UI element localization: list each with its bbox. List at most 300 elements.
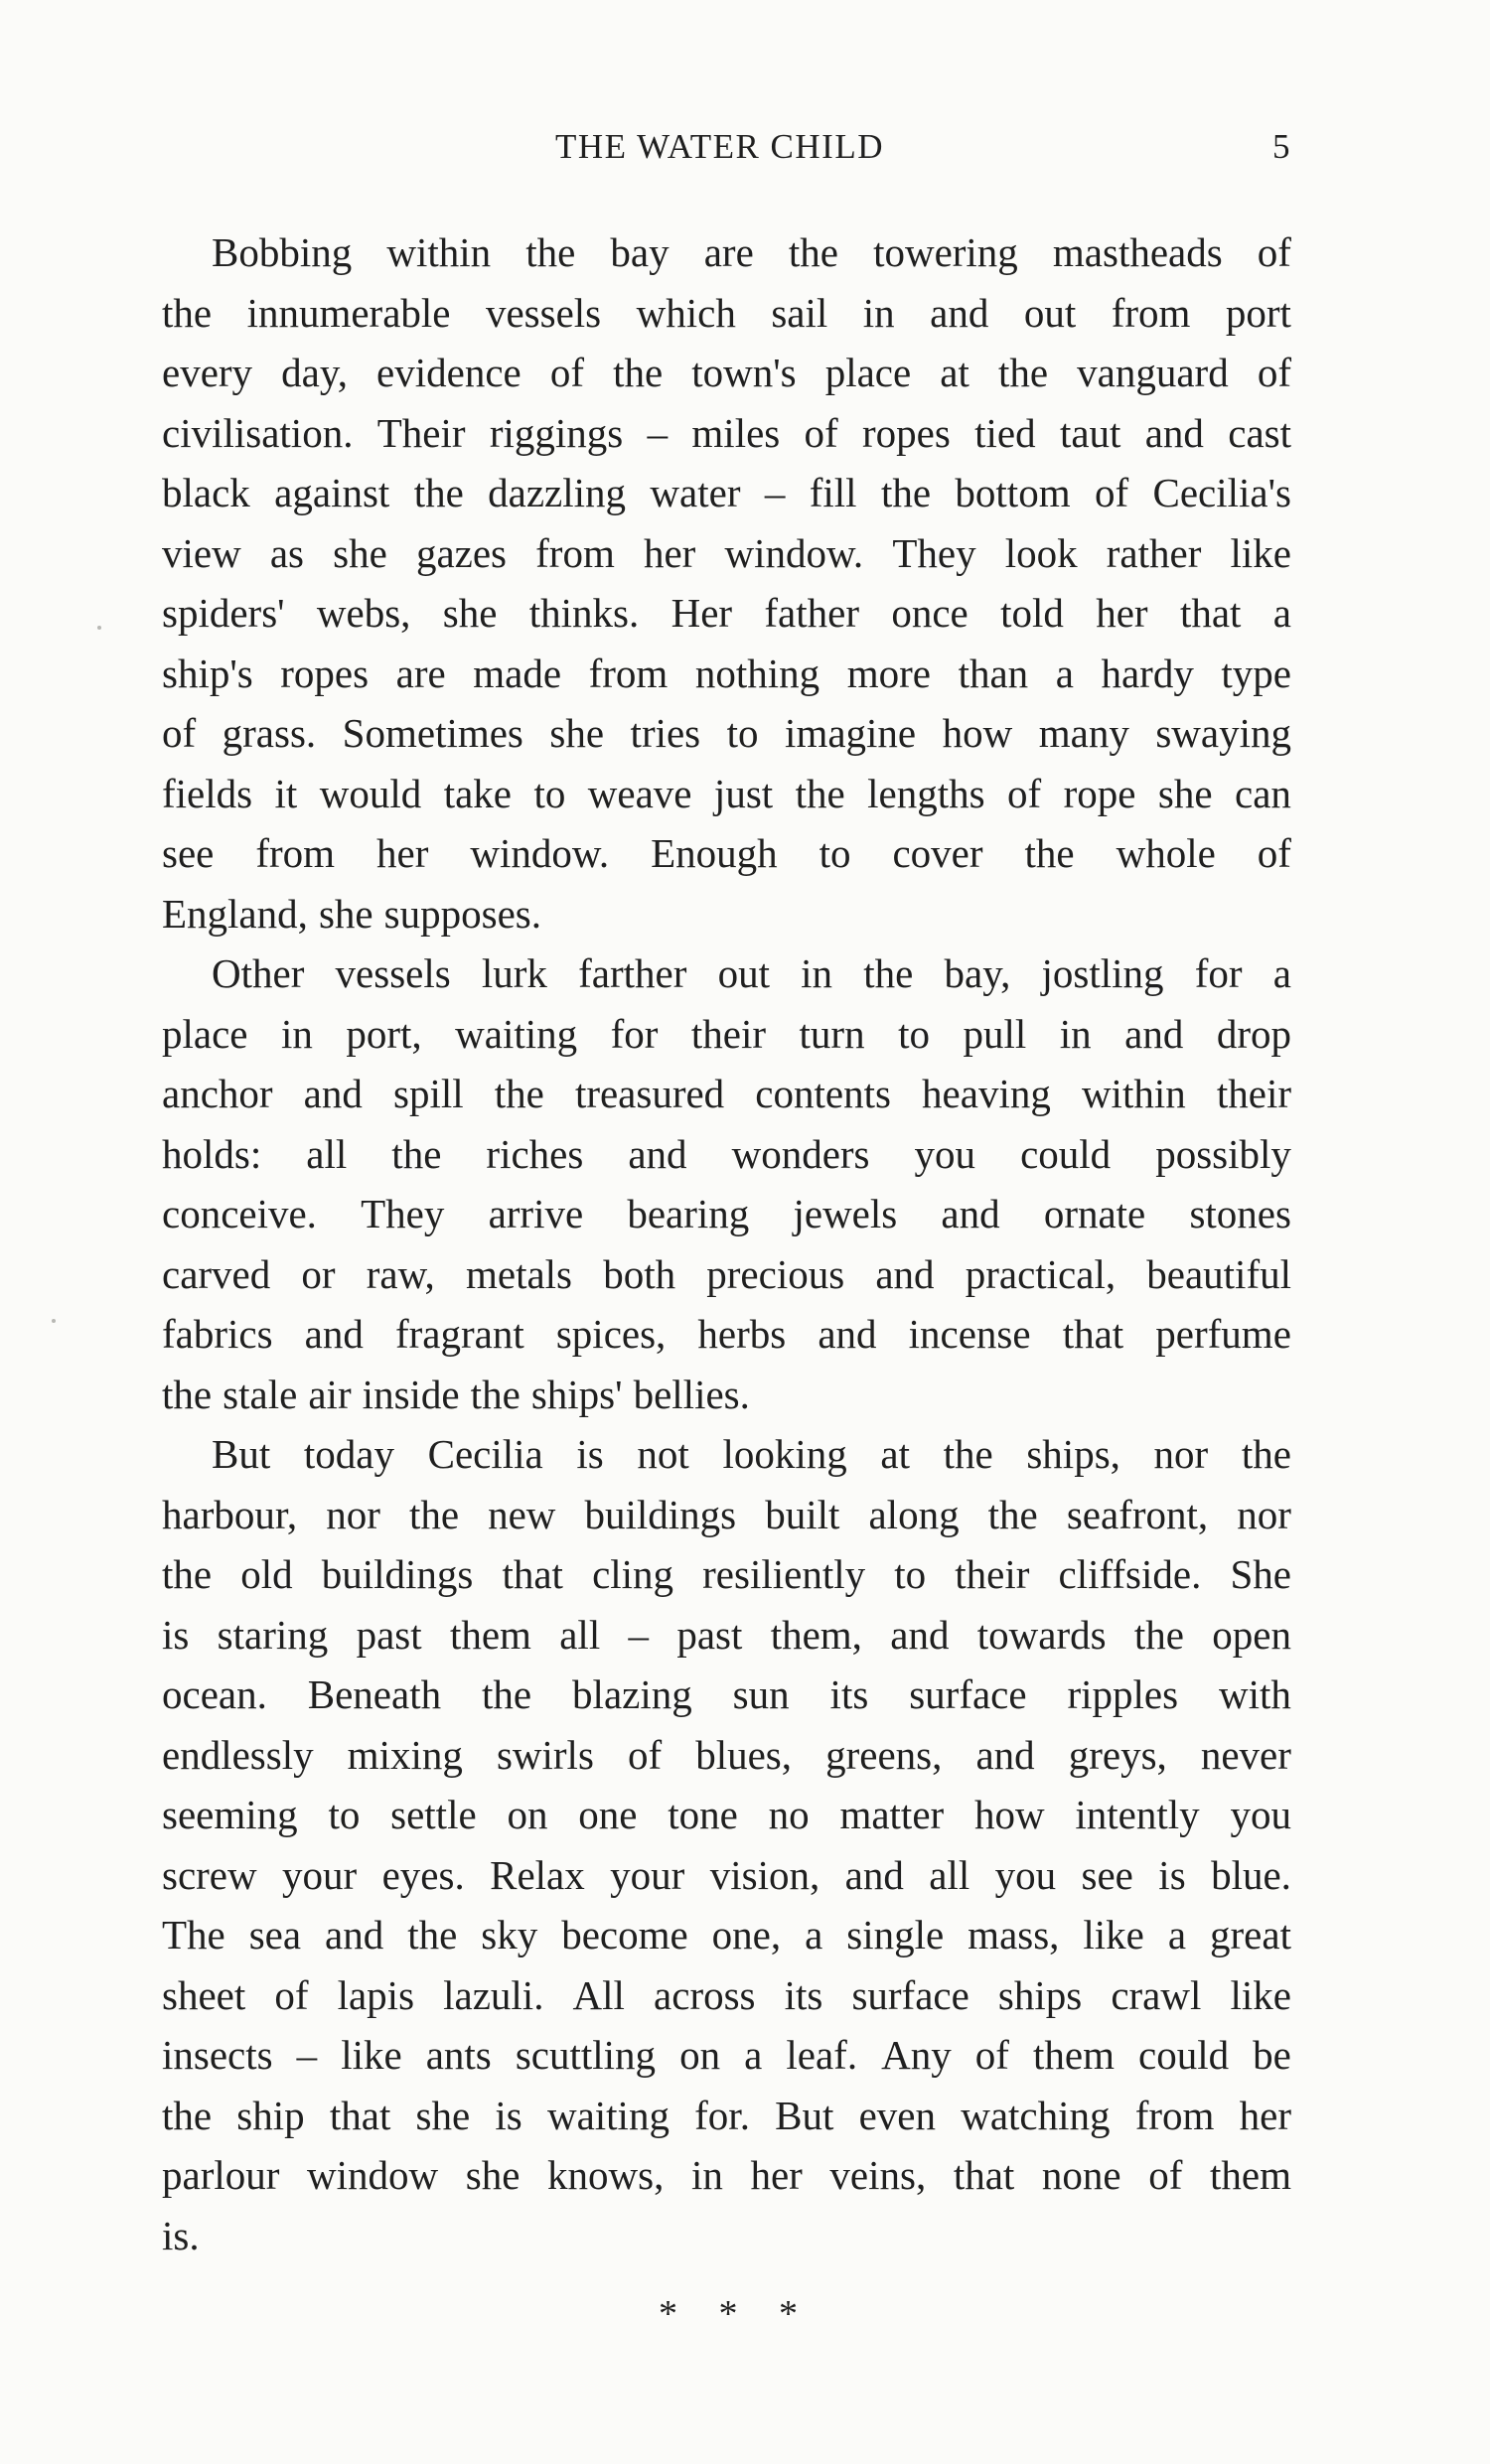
word: – (764, 470, 786, 515)
word: the (413, 470, 464, 515)
text-line (162, 1424, 1291, 1485)
word: is (1158, 1851, 1186, 1898)
word: scuttling (515, 2032, 657, 2078)
word: and (303, 1071, 363, 1116)
word: All (572, 1971, 625, 2018)
word: cling (592, 1551, 674, 1597)
text-line (162, 1124, 1291, 1185)
text-line (162, 1064, 1291, 1124)
text-line (162, 403, 1291, 464)
word: she (415, 2092, 471, 2138)
word: surface (909, 1671, 1027, 1717)
word: old (240, 1551, 293, 1597)
word: and (325, 1912, 384, 1957)
word: veins, (829, 2152, 927, 2198)
word: you (994, 1851, 1057, 1898)
word: her (1239, 2092, 1291, 2138)
text-line (162, 283, 1291, 344)
text-line (162, 2206, 1291, 2266)
word: rope (1063, 770, 1136, 816)
word: more (846, 650, 931, 696)
word: past (356, 1611, 422, 1658)
word: greens, (825, 1731, 943, 1778)
word: buildings (321, 1551, 474, 1597)
word: Beneath (307, 1671, 442, 1717)
text-line (162, 1845, 1291, 1906)
word: staring (217, 1611, 329, 1658)
word: Enough (651, 830, 778, 876)
word: at (880, 1431, 910, 1477)
word: even (858, 2092, 937, 2138)
word: They (361, 1191, 445, 1236)
text-line (162, 523, 1291, 584)
word: tied (974, 409, 1036, 456)
word: of (1257, 229, 1291, 275)
word: and (628, 1130, 687, 1177)
text-line (162, 222, 1291, 283)
word: resiliently (702, 1551, 866, 1597)
word: hardy (1101, 650, 1194, 696)
word: a (744, 2032, 763, 2078)
word: how (973, 1792, 1045, 1837)
word: you (914, 1130, 976, 1177)
word: the (525, 229, 576, 275)
word: in (280, 1010, 313, 1057)
word: father (764, 590, 859, 636)
text-line (162, 583, 1291, 644)
word: place (162, 1010, 248, 1057)
word: black (162, 470, 250, 515)
word: knows, (547, 2152, 665, 2198)
word: the (408, 1491, 460, 1537)
word: tone (668, 1792, 738, 1837)
word: a (1167, 1912, 1187, 1957)
word: could (1020, 1130, 1112, 1177)
word: the (482, 1671, 532, 1717)
word: out (717, 950, 770, 996)
word: They (892, 529, 976, 576)
word: Their (376, 409, 466, 456)
word: practical, (965, 1250, 1117, 1297)
word: water (650, 470, 741, 515)
word: sail (771, 289, 828, 336)
word: within (386, 229, 492, 275)
text-line (162, 703, 1291, 764)
word: seeming (162, 1792, 298, 1837)
word: the (162, 2092, 213, 2138)
word: a (1055, 650, 1074, 696)
word: is (495, 2092, 522, 2138)
asterism-star: * (718, 2293, 738, 2335)
word: to (894, 1551, 927, 1597)
word: watching (961, 2092, 1111, 2138)
word: place (824, 350, 912, 395)
text-line (162, 343, 1291, 403)
word: herbs (697, 1311, 787, 1357)
word: England, (162, 890, 308, 937)
word: carved (162, 1250, 271, 1297)
running-head-title: THE WATER CHILD (555, 127, 884, 166)
word: sky (481, 1912, 538, 1957)
word: like (1083, 1912, 1144, 1957)
text-line (162, 1605, 1291, 1666)
word: to (726, 710, 759, 756)
word: ropes (280, 650, 370, 696)
word: drop (1216, 1010, 1291, 1057)
word: she (442, 590, 498, 636)
word: today (303, 1431, 394, 1477)
paragraph (162, 222, 1291, 943)
word: all (306, 1130, 348, 1177)
word: and (941, 1191, 1000, 1236)
word: their (955, 1551, 1030, 1597)
word: that (502, 1551, 563, 1597)
word: She (1230, 1551, 1291, 1597)
word: their (690, 1010, 767, 1057)
word: possibly (1155, 1130, 1291, 1177)
word: miles (691, 409, 781, 456)
word: waiting (455, 1010, 578, 1057)
word: to (898, 1010, 930, 1057)
word: for. (694, 2092, 750, 2138)
word: – (647, 409, 669, 456)
text-line (162, 1965, 1291, 2026)
word: become (561, 1912, 688, 1957)
word: bay (610, 229, 670, 275)
word: swirls (496, 1731, 594, 1778)
word: great (1210, 1912, 1291, 1957)
word: from (535, 529, 615, 576)
word: you (1230, 1792, 1291, 1837)
word: no (768, 1792, 810, 1837)
word: the (943, 1431, 993, 1477)
word: The (162, 1912, 225, 1957)
text-line (162, 2086, 1291, 2146)
word: turn (799, 1010, 865, 1057)
word: anchor (162, 1071, 273, 1116)
word: But (212, 1431, 271, 1477)
word: ripples (1067, 1671, 1179, 1717)
word: lurk (481, 950, 547, 996)
word: of (804, 409, 838, 456)
word: that (1062, 1311, 1124, 1357)
word: see (1081, 1851, 1133, 1898)
word: vessels (335, 950, 451, 996)
word: a (1272, 950, 1291, 996)
word: the (407, 1912, 458, 1957)
text-line (162, 1905, 1291, 1965)
word: lengths (867, 770, 985, 816)
word: precious (706, 1250, 845, 1297)
text-line (162, 1244, 1291, 1305)
word: supposes. (383, 890, 541, 937)
word: But (775, 2092, 834, 2138)
word: type (1221, 650, 1291, 696)
word: port (1225, 289, 1291, 336)
word: which (636, 289, 736, 336)
word: her (750, 2152, 803, 2198)
word: cast (1228, 409, 1291, 456)
text-line (162, 1365, 1291, 1425)
word: harbour, (162, 1491, 298, 1537)
word: bottom (955, 470, 1071, 515)
word: mixing (347, 1731, 463, 1778)
word: your (282, 1851, 358, 1898)
word: vessels (485, 289, 602, 336)
text-line (162, 1184, 1291, 1244)
word: her (643, 529, 696, 576)
word: that (953, 2152, 1015, 2198)
word: is (576, 1431, 604, 1477)
word: them (1210, 2152, 1291, 2198)
word: beautiful (1146, 1250, 1291, 1297)
running-head (162, 127, 1291, 177)
word: air (308, 1371, 352, 1417)
word: ocean. (162, 1671, 267, 1717)
word: every (162, 350, 253, 395)
word: contents (755, 1071, 891, 1116)
word: it (274, 770, 298, 816)
word: window. (724, 529, 864, 576)
word: towards (976, 1611, 1107, 1658)
word: the (795, 770, 845, 816)
word: she (465, 2152, 521, 2198)
word: the (162, 1551, 213, 1597)
word: like (341, 2032, 402, 2078)
word: the (788, 229, 838, 275)
word: settle (390, 1792, 477, 1837)
word: seafront, (1066, 1491, 1209, 1537)
word: farther (578, 950, 687, 996)
word: spices, (555, 1311, 667, 1357)
word: Other (212, 950, 305, 996)
word: ships (997, 1971, 1083, 2018)
word: is. (162, 2212, 200, 2258)
page-number: 5 (1272, 127, 1291, 166)
paper-speck (52, 1319, 56, 1323)
word: the (162, 1371, 213, 1417)
word: new (488, 1491, 556, 1537)
word: never (1200, 1731, 1291, 1778)
text-line (162, 2025, 1291, 2086)
word: raw, (366, 1250, 435, 1297)
word: inside (362, 1371, 460, 1417)
text-line (162, 884, 1291, 944)
asterism-star: * (659, 2293, 677, 2335)
word: lapis (337, 1971, 415, 2018)
word: insects (162, 2032, 273, 2078)
word: that (1179, 590, 1242, 636)
word: and (304, 1311, 364, 1357)
word: open (1212, 1611, 1291, 1658)
word: fragrant (394, 1311, 524, 1357)
word: all (559, 1611, 601, 1658)
word: ornate (1043, 1191, 1146, 1236)
word: holds: (162, 1130, 262, 1177)
word: ropes (862, 409, 951, 456)
word: evidence (376, 350, 522, 395)
word: a (805, 1912, 823, 1957)
word: made (473, 650, 562, 696)
word: its (829, 1671, 869, 1717)
text-line (162, 943, 1291, 1004)
word: be (1253, 2032, 1291, 2078)
word: of (1094, 470, 1129, 515)
word: both (603, 1250, 676, 1297)
word: are (703, 229, 754, 275)
word: the (1024, 830, 1075, 876)
asterism-star: * (779, 2293, 798, 2335)
word: riches (486, 1130, 584, 1177)
word: your (610, 1851, 685, 1898)
word: the (863, 950, 914, 996)
word: against (274, 470, 390, 515)
text-line (162, 2145, 1291, 2206)
word: rather (1106, 529, 1202, 576)
word: gazes (415, 529, 507, 576)
word: of (627, 1731, 663, 1778)
word: looking (722, 1431, 847, 1477)
word: nor (326, 1491, 380, 1537)
word: treasured (574, 1071, 725, 1116)
word: intently (1075, 1792, 1200, 1837)
text-line (162, 764, 1291, 824)
word: she (1157, 770, 1213, 816)
word: the (987, 1491, 1038, 1537)
word: nothing (694, 650, 820, 696)
word: Relax (490, 1851, 585, 1898)
word: wonders (731, 1130, 870, 1177)
word: vanguard (1077, 350, 1229, 395)
word: as (269, 529, 304, 576)
word: metals (465, 1250, 573, 1297)
word: town's (691, 350, 797, 395)
word: of (1148, 2152, 1183, 2198)
word: in (690, 2152, 723, 2198)
word: weave (587, 770, 692, 816)
word: to (819, 830, 851, 876)
word: leaf. (786, 2032, 858, 2078)
word: of (1007, 770, 1042, 816)
word: look (1004, 529, 1078, 576)
text-line (162, 463, 1291, 523)
word: how (942, 710, 1013, 756)
word: conceive. (162, 1191, 317, 1236)
word: mass, (968, 1912, 1060, 1957)
word: she (333, 529, 387, 576)
text-line (162, 1485, 1291, 1545)
word: ants (425, 2032, 492, 2078)
word: imagine (785, 710, 917, 756)
word: her (376, 830, 429, 876)
word: see (162, 830, 215, 876)
word: out (1023, 289, 1077, 336)
word: Bobbing (212, 229, 353, 275)
word: screw (162, 1851, 257, 1898)
word: the (997, 350, 1049, 395)
word: ships, (1026, 1431, 1120, 1477)
word: along (868, 1491, 960, 1537)
word: civilisation. (162, 409, 354, 456)
word: eyes. (381, 1851, 465, 1898)
word: of (549, 350, 584, 395)
word: her (1096, 590, 1148, 636)
word: from (1111, 289, 1191, 336)
word: she (318, 890, 373, 937)
word: crawl (1111, 1971, 1202, 2018)
word: one, (711, 1912, 782, 1957)
word: at (940, 350, 969, 395)
word: their (1216, 1071, 1291, 1116)
word: the (880, 470, 932, 515)
word: from (1134, 2092, 1215, 2138)
word: – (628, 1611, 650, 1658)
word: and (818, 1311, 877, 1357)
word: for (610, 1010, 659, 1057)
word: could (1138, 2032, 1230, 2078)
word: sun (732, 1671, 790, 1717)
word: of (1257, 830, 1291, 876)
word: to (533, 770, 566, 816)
text-line (162, 1785, 1291, 1845)
word: of (162, 710, 197, 756)
word: innumerable (246, 289, 451, 336)
word: jostling (1041, 950, 1164, 996)
word: on (679, 2032, 721, 2078)
word: none (1041, 2152, 1121, 2198)
word: across (654, 1971, 756, 2018)
word: mastheads (1052, 229, 1223, 275)
word: in (862, 289, 895, 336)
word: that (329, 2092, 391, 2138)
word: fabrics (162, 1311, 273, 1357)
word: and (1124, 1010, 1184, 1057)
word: perfume (1155, 1311, 1291, 1357)
word: whole (1116, 830, 1216, 876)
word: with (1219, 1671, 1291, 1717)
word: blazing (572, 1671, 692, 1717)
word: bellies. (633, 1371, 750, 1417)
word: like (1230, 1971, 1291, 2018)
word: just (713, 770, 774, 816)
word: can (1235, 770, 1291, 816)
word: cover (892, 830, 983, 876)
word: from (588, 650, 669, 696)
word: once (891, 590, 968, 636)
word: ship's (162, 650, 253, 696)
word: of (1257, 350, 1291, 395)
word: take (443, 770, 512, 816)
word: built (765, 1491, 840, 1537)
word: on (507, 1792, 548, 1837)
word: lazuli. (443, 1971, 544, 2018)
word: in (1059, 1010, 1092, 1057)
word: and (875, 1250, 935, 1297)
word: grass. (222, 710, 317, 756)
word: is (162, 1611, 190, 1658)
word: Cecilia (427, 1431, 543, 1477)
word: webs, (316, 590, 411, 636)
section-break (659, 2292, 798, 2336)
word: the (613, 350, 664, 395)
word: heaving (922, 1071, 1051, 1116)
body-text (162, 222, 1291, 2265)
word: from (255, 830, 336, 876)
word: Any (881, 2032, 952, 2078)
word: in (801, 950, 833, 996)
word: the (470, 1371, 521, 1417)
word: all (929, 1851, 970, 1898)
